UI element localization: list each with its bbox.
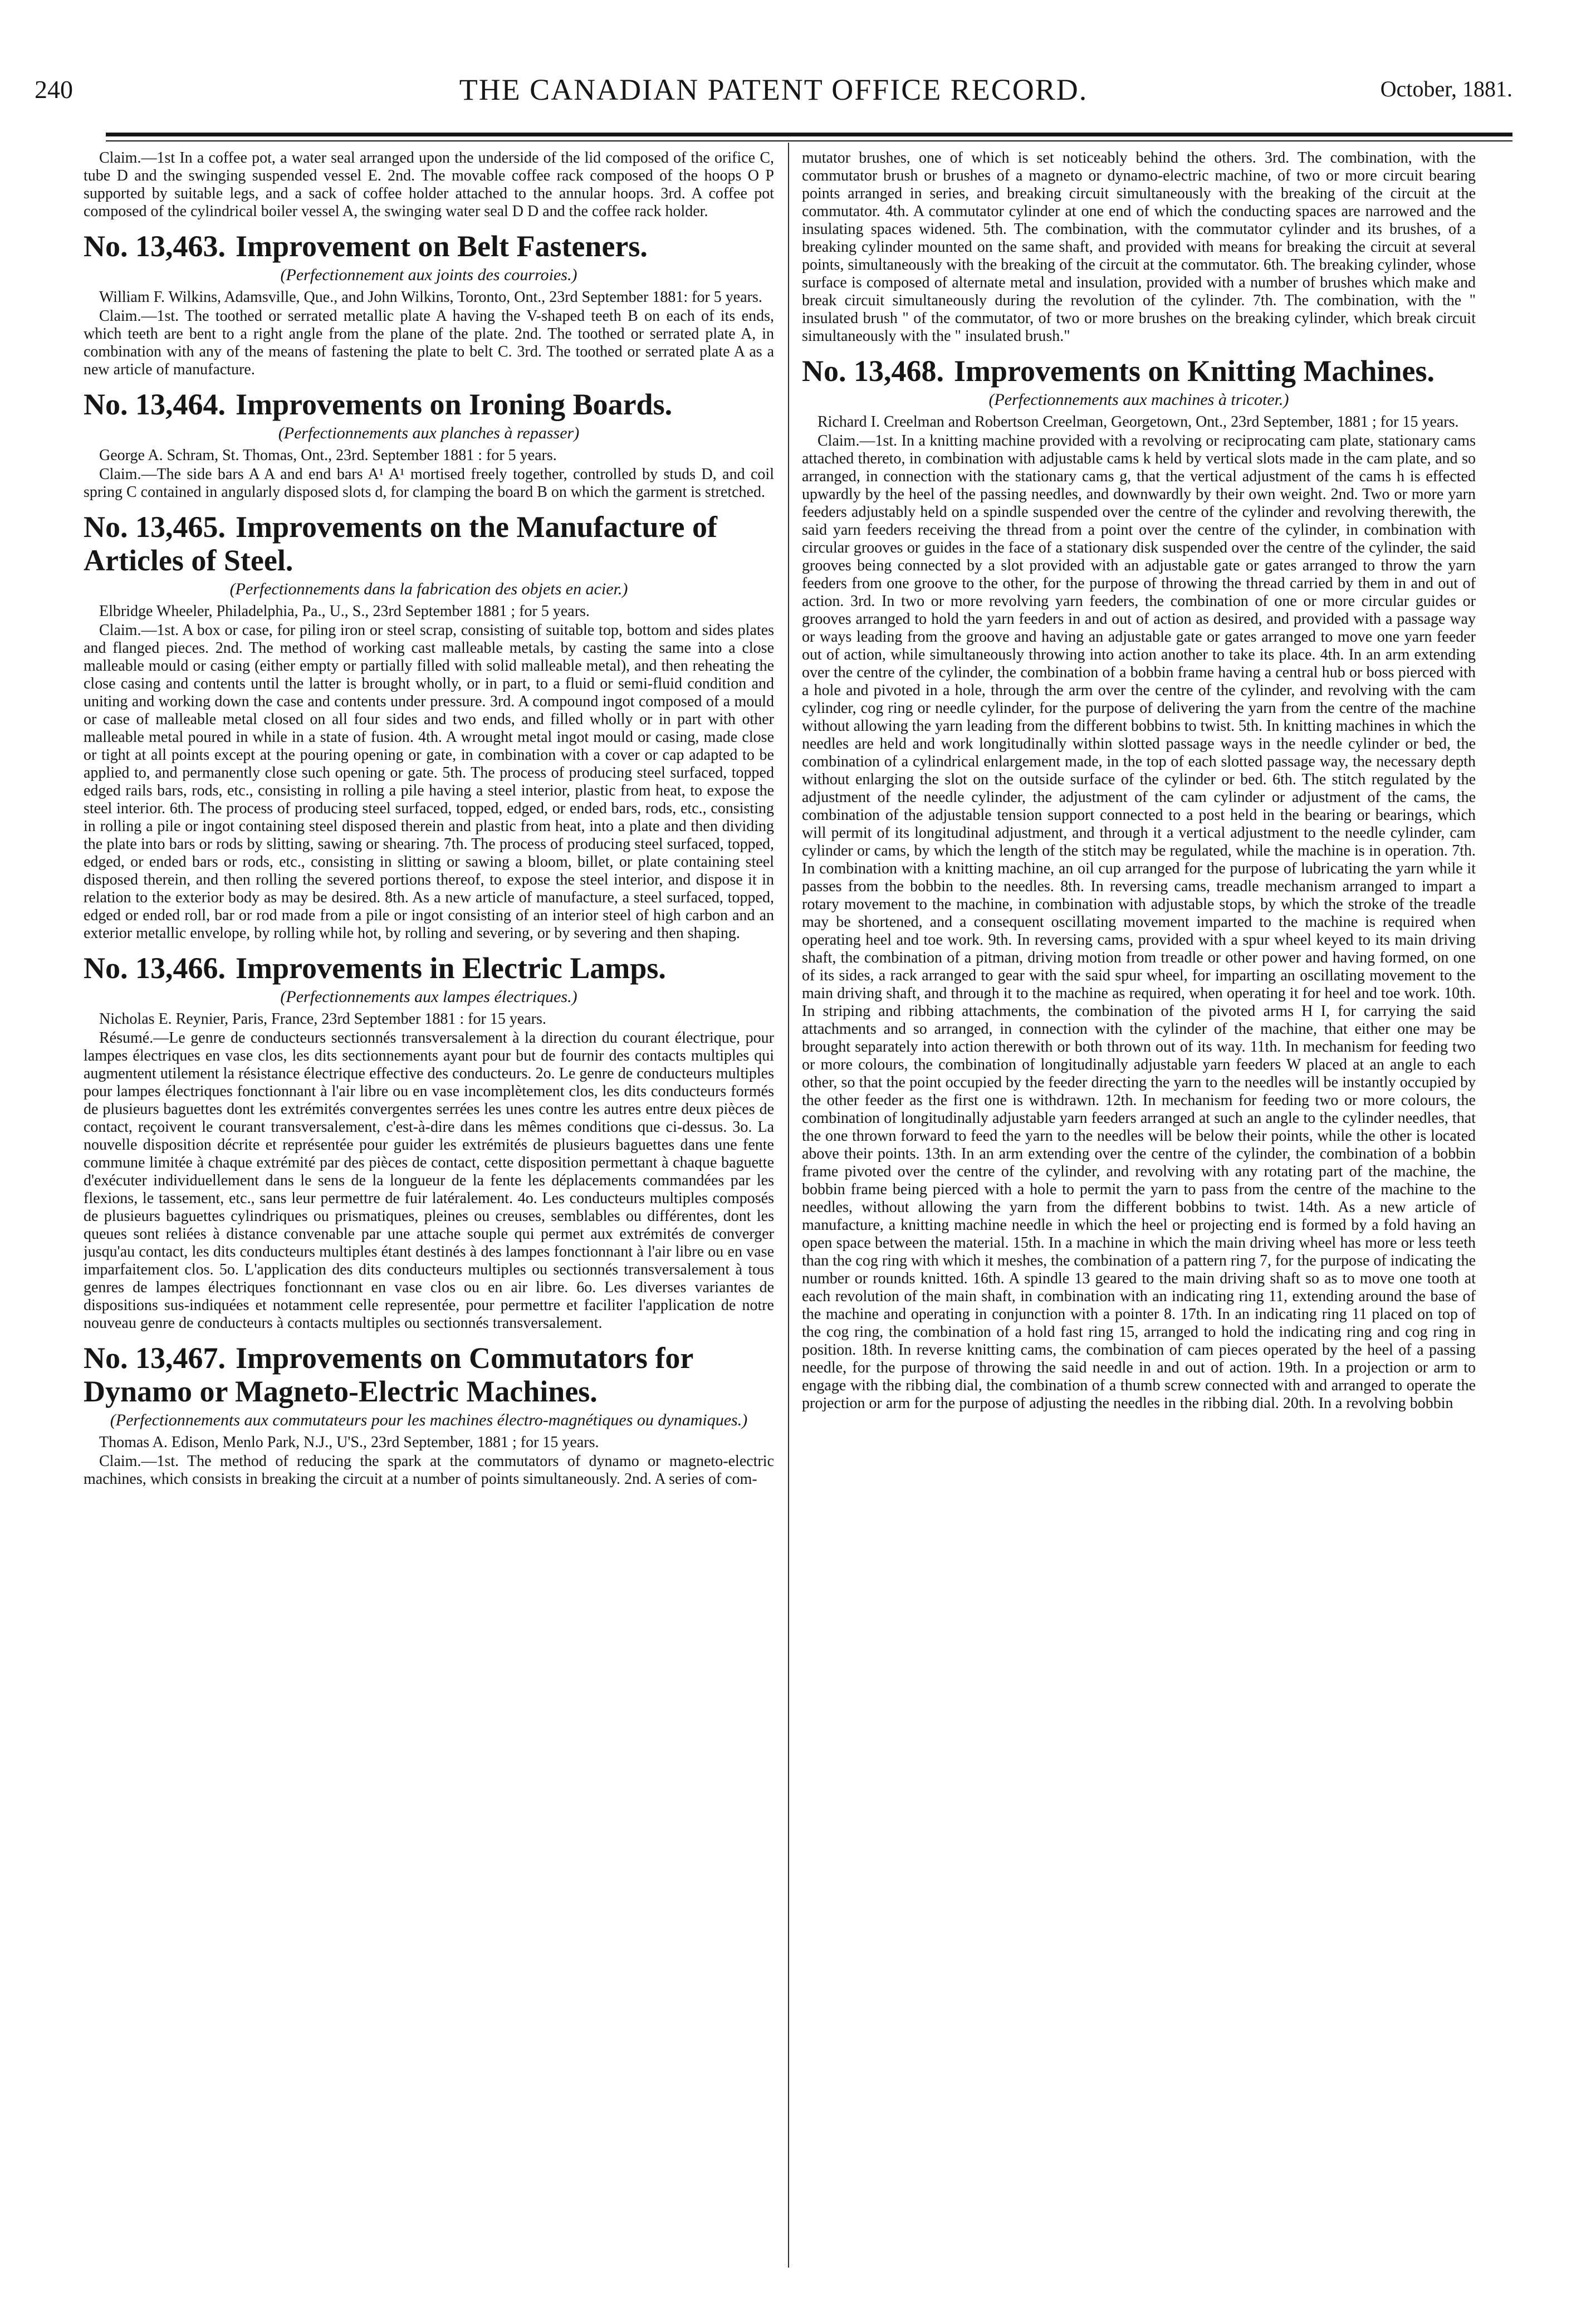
french-title: (Perfectionnements aux planches à repasser) [278,424,580,442]
page-number: 240 [35,75,73,104]
grant-line: Richard I. Creelman and Robertson Creelman, Georgetown, Ont., 23rd September, 1881 ; for 15 years. [817,413,1459,431]
header-rule-thin [106,140,1512,141]
journal-title: THE CANADIAN PATENT OFFICE RECORD. [459,73,1088,106]
patent-title: Improvements on the Manufacture of Articles of Steel. [84,510,717,577]
grant-line: George A. Schram, St. Thomas, Ont., 23rd. September 1881 : for 5 years. [99,447,557,464]
grant-line: Thomas A. Edison, Menlo Park, N.J., U'S., 23rd September, 1881 ; for 15 years. [99,1434,599,1451]
header-rule-thick [106,133,1512,136]
french-title: (Perfectionnements aux lampes électriques.) [280,988,577,1006]
patent-title: Improvements on Commutators for Dynamo or Magneto-Electric Machines. [84,1341,693,1408]
right-column [802,149,1476,2266]
running-header [35,67,1512,111]
grant-line: William F. Wilkins, Adamsville, Que., and John Wilkins, Toronto, Ont., 23rd September 1881: for 5 years. [99,289,762,306]
patent-number: No. 13,467. [84,1341,226,1375]
french-title: (Perfectionnements aux commutateurs pour les machines électro-magnétiques ou dynamiques.) [110,1411,748,1429]
patent-number: No. 13,464. [84,388,226,421]
grant-line: Elbridge Wheeler, Philadelphia, Pa., U., S., 23rd September 1881 ; for 5 years. [99,603,590,620]
patent-entry-13464 [84,388,774,501]
patent-entry-13467 [84,1341,774,1488]
left-column [84,149,774,2266]
french-title: (Perfectionnements dans la fabrication des objets en acier.) [229,580,628,598]
grant-line: Nicholas E. Reynier, Paris, France, 23rd September 1881 : for 15 years. [99,1010,546,1028]
french-title: (Perfectionnements aux machines à tricoter.) [988,390,1289,409]
patent-entry-13468 [802,354,1476,1413]
claim-text: Claim.—1st. In a knitting machine provided with a revolving or reciprocating cam plate, stationary cams attached thereto, in combination with adjustable cams k held by vertical slots made in the cam plate, and so arranged, in connection with the stationary cams g, that the vertical adjustment of the cams h is effected upwardly by the heel of the passing needles, and downwardly by their own weight. 2nd. Two or more yarn feeders adjustably held on a spindle suspended over the centre of the cylinder and revolving therewith, the said yarn feeders receiving the thread from a point over the centre of the cylinder, in combination with circular grooves or guides in the face of a stationary disk suspended over the centre of the cylinder, the said grooves being connected by a slot provided with an adjustable gate or gates arranged to throw the yarn feeders from one groove to the other, for the purpose of throwing the thread carried by them in and out of action. 3rd. In two or more revolving yarn feeders, the combination of one or more circular guides or grooves arranged to hold the yarn feeders in and out of action as desired, and provided with a passage way or ways leading from the groove and having an adjustable gate or gates arranged to move one yarn feeder out of action, while simultaneously throwing into action another to take its place. 4th. In an arm extending over the centre of the cylinder, the combination of a bobbin frame having a central hub or boss pierced with a hole and pivoted in a hole, through the arm over the centre of the cylinder, and revolving with the cam cylinder, cog ring or needle cylinder, for the purpose of delivering the yarn from the centre of the machine without allowing the yarn leading from the different bobbins to twist. 5th. In knitting machines in which the needles are held and work longitudinally within slotted passage ways in the needle cylinder or bed, the combination of a cylindrical enlargement made, in the top of each slotted passage way, the necessary depth without enlarging the slot on the outside surface of the cylinder or bed. 6th. The stitch regulated by the adjustment of the needle cylinder, the adjustment of the cam cylinder or adjustment of the cams, the combination of the adjustable tension support connected to a post held in the bearing or bearings, which will permit of its longitudinal adjustment, and through it a vertical adjustment to the needle cylinder, cam cylinder or cams, by which the length of the stitch may be regulated, while the machine is in operation. 7th. In combination with a knitting machine, an oil cup arranged for the purpose of lubricating the yarn while it passes from the bobbin to the needles. 8th. In reversing cams, treadle mechanism arranged to impart a rotary movement to the machine, in combination with adjustable stops, by which the stroke of the treadle may be shortened, and a consequent oscillating movement imparted to the machine is required when operating heel and toe work. 9th. In reversing cams, provided with a spur wheel keyed to its main driving shaft, the combination of a pitman, driving motion from treadle or other power and having formed, on one of its sides, a rack arranged to gear with the said spur wheel, for imparting an oscillating movement to the main driving shaft, and through it to the machine as required, when operating it for heel and toe work. 10th. In striping and ribbing attachments, the combination of the pivoted arms H I, for carrying the said attachments and so arranged, in connection with the cylinder of the machine, that either one may be brought separately into action therewith or both thrown out of its way. 11th. In mechanism for feeding two or more colours, the combination of longitudinally adjustable yarn feeders W placed at an angle to each other, so that the point occupied by the feeder directing the yarn to the needles will be instantly occupied by the other feeder as the first one is withdrawn. 12th. In mechanism for feeding two or more colours, the combination of longitudinally adjustable yarn feeders arranged at such an angle to the cylinder needles, that the one thrown forward to feed the yarn to the needles will be below their points, while the other is located above their points. 13th. In an arm extending over the centre of the cylinder, the combination of a bobbin frame pivoted over the centre of the cylinder, and revolving with any rotating part of the machine, the bobbin frame being pierced with a hole to permit the yarn to pass from the centre of the machine to the needles, without allowing the yarn from the different bobbins to twist. 14th. As a new article of manufacture, a knitting machine needle in which the heel or projecting end is formed by a fold having an open space between the material. 15th. In a machine in which the main driving wheel has more or less teeth than the cog ring with which it meshes, the combination of a pattern ring 7, for the purpose of indicating the number or rounds knitted. 16th. A spindle 13 geared to the main driving shaft so as to move one tooth at each revolution of the main shaft, in combination with an indicating ring 11, extending around the base of the machine and operating in conjunction with a pointer 8. 17th. In an indicating ring 11 placed on top of the cog ring, the combination of a hold fast ring 15, arranged to hold the indicating ring and cog ring in position. 18th. In reverse knitting cams, the combination of cam pieces operated by the heel of a passing needle, for the purpose of throwing the said needle in and out of action. 19th. In a projection or arm to engage with the ribbing dial, the combination of a thumb screw connected with and arranged to operate the projection or arm for the purpose of adjusting the needles in the ribbing dial. 20th. In a revolving bobbin [802,432,1476,1412]
claim-text: Claim.—The side bars A A and end bars A¹ A¹ mortised freely together, controlled by studs D, and coil spring C contained in angularly disposed slots d, for clamping the board B on which the garment is stretched. [84,466,774,501]
patent-number: No. 13,468. [802,354,944,388]
claim-text: Claim.—1st. The method of reducing the spark at the commutators of dynamo or magneto-electric machines, which consists in breaking the circuit at a number of points simultaneously. 2nd. A series of com- [84,1453,774,1488]
patent-number: No. 13,465. [84,510,226,544]
patent-title: Improvements on Knitting Machines. [954,354,1435,388]
patent-entry-13466 [84,951,774,1332]
column-divider [788,143,789,2268]
patent-number: No. 13,466. [84,951,226,985]
claim-text: Claim.—1st. A box or case, for piling iron or steel scrap, consisting of suitable top, bottom and sides plates and flanged pieces. 2nd. The method of working cast malleable metals, by casting the same into a close malleable mould or casing (either empty or partially filled with solid malleable metal), and then reheating the close casing and contents until the latter is brought wholly, or in part, to a fluid or semi-fluid condition and uniting and working down the case and contents under pressure. 3rd. A compound ingot composed of a mould or case of malleable metal closed on all four sides and two ends, and filled wholly or in part with other malleable metal poured in while in a state of fusion. 4th. A wrought metal ingot mould or casing, made close or tight at all points except at the pouring opening or gate, in combination with a cover or cap adapted to be applied to, and permanently close such opening or gate. 5th. The process of producing steel surfaced, topped edged rails bars, rods, etc., consisting in rolling a pile having a steel interior, plastic from heat, to expose the steel interior. 6th. The process of producing steel surfaced, topped, edged, or ended bars, rods, etc., consisting in rolling a pile or ingot containing steel disposed therein and plastic from heat, into a plate and then dividing the plate into bars or rods by slitting, sawing or shearing. 7th. The process of producing steel surfaced, topped, edged, or ended bars or rods, etc., consisting in slitting or sawing a bloom, billet, or plate containing steel disposed therein, and then rolling the severed portions thereof, to expose the steel interior, and dispose it in relation to the exterior body as may be desired. 8th. As a new article of manufacture, a steel surfaced, topped, edged or ended roll, bar or rod made from a pile or ingot consisting of an interior steel of high carbon and an exterior metallic envelope, by rolling while hot, by rolling and severing, or by severing and then shaping. [84,622,774,942]
issue-date: October, 1881. [1380,76,1512,101]
claim-text: Claim.—1st In a coffee pot, a water seal arranged upon the underside of the lid composed of the orifice C, tube D and the swinging suspended vessel E. 2nd. The movable coffee rack composed of the hoops O P supported by suitable legs, and a sack of coffee holder attached to the annular hoops. 3rd. A coffee pot composed of the cylindrical boiler vessel A, the swinging water seal D D and the coffee rack holder. [84,149,774,220]
patent-title: Improvements on Ironing Boards. [236,388,673,421]
claim-text: Claim.—1st. The toothed or serrated metallic plate A having the V-shaped teeth B on each of its ends, which teeth are bent to a right angle from the plane of the plate. 2nd. The toothed or serrated plate A, in combination with any of the means of fastening the plate to belt C. 3rd. The toothed or serrated plate A as a new article of manufacture. [84,307,774,378]
claim-text: Résumé.—Le genre de conducteurs sectionnés transversalement à la direction du courant électrique, pour lampes électriques en vase clos, les dits sectionnements ayant pour but de fournir des contacts multiples qui augmentent utilement la résistance électrique effective des conducteurs. 2o. Le genre de conducteurs multiples pour lampes électriques fonctionnant à l'air libre ou en vase incomplètement clos, les dits conducteurs formés de plusieurs baguettes dont les extrémités convergentes serrées les unes contre les autres entre deux pièces de contact, reçoivent le courant transversalement, c'est-à-dire dans les mêmes conditions que ci-dessus. 3o. La nouvelle disposition décrite et représentée pour guider les extrémités de plusieurs baguettes dans une fente commune limitée à chaque extrémité par des pièces de contact, cette disposition permettant à chaque baguette d'exécuter individuellement dans le sens de la longueur de la fente les déplacements commandées par les flexions, le tassement, etc., sans leur permettre de fuir latéralement. 4o. Les conducteurs multiples composés de plusieurs baguettes cylindriques ou prismatiques, pleines ou creuses, semblables ou différentes, dont les queues sont reliées à distance convenable par une attache souple qui permet aux extrémités de converger jusqu'au contact, les dits conducteurs multiples étant destinés à des lampes fonctionnant à l'air libre ou en vase imparfaitement clos. 5o. L'application des dits conducteurs multiples ou sectionnés transversalement à tous genres de lampes électriques fonctionnant en vase clos ou en air libre. 6o. Les diverses variantes de dispositions sus-indiquées et notamment celle representée, pour permettre et faciliter l'application de notre nouveau genre de conducteurs à contacts multiples ou sectionnés transversalement. [84,1029,774,1332]
patent-title: Improvements in Electric Lamps. [236,951,666,985]
patent-entry-13465 [84,510,774,942]
french-title: (Perfectionnement aux joints des courroies.) [280,266,577,284]
patent-title: Improvement on Belt Fasteners. [236,229,648,263]
patent-number: No. 13,463. [84,229,226,263]
patent-entry-13463 [84,229,774,379]
continued-claim-text: mutator brushes, one of which is set noticeably behind the others. 3rd. The combination, with the commutator brush or brushes of a magneto or dynamo-electric machine, of two or more circuit bearing points arranged in series, and breaking circuit simultaneously with the breaking of the circuit at the commutator. 4th. A commutator cylinder at one end of which the conducting spaces are narrowed and the insulating spaces widened. 5th. The combination, with the commutator cylinder and its brushes, of a breaking cylinder mounted on the same shaft, and provided with means for breaking the circuit at several points, simultaneously with the breaking of the circuit at the commutator. 6th. The breaking cylinder, whose surface is composed of alternate metal and insulation, provided with a number of brushes which make and break circuit simultaneously during the revolution of the cylinder. 7th. The combination, with the " insulated brush " of the commutator, of two or more brushes on the breaking cylinder, which break circuit simultaneously with the " insulated brush." [802,149,1476,345]
